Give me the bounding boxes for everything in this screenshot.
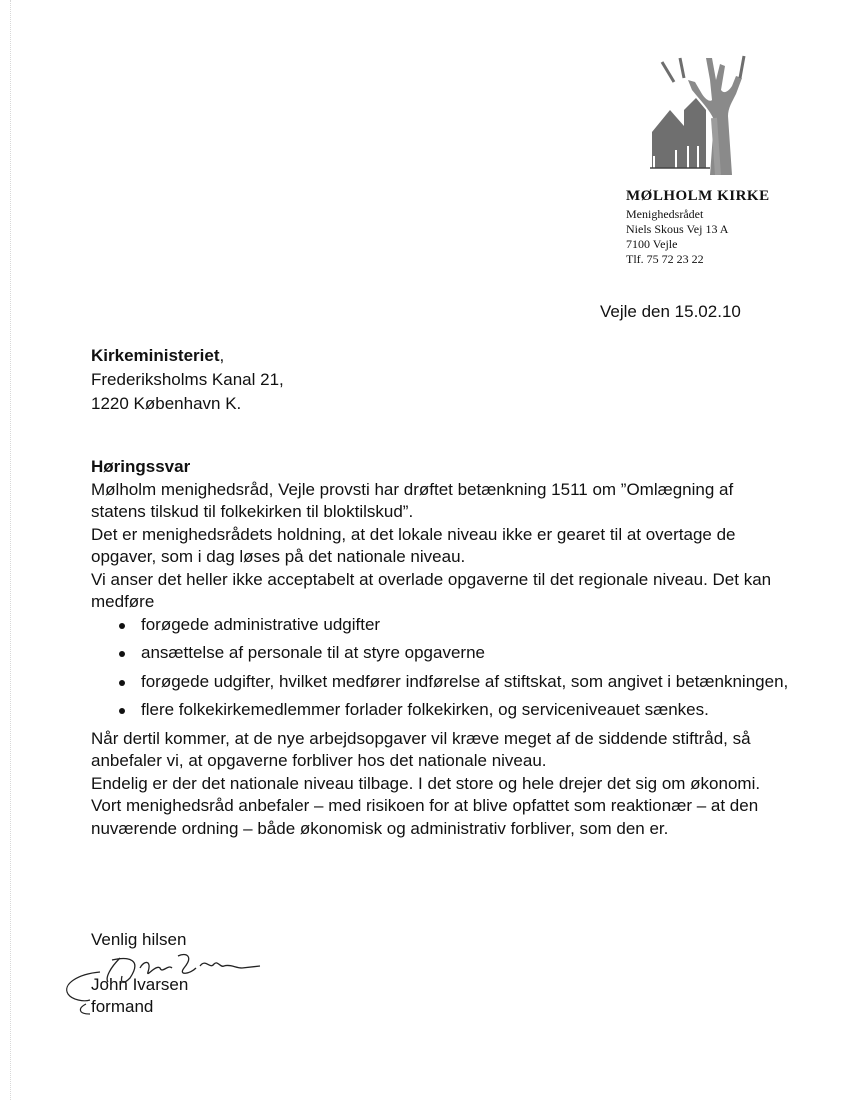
letterhead bbox=[626, 188, 770, 267]
list-item-text: flere folkekirkemedlemmer forlader folkekirken, og serviceniveauet sænkes. bbox=[141, 700, 709, 719]
list-item bbox=[113, 614, 791, 637]
handwritten-signature-icon bbox=[60, 938, 270, 1018]
letterhead-line: Niels Skous Vej 13 A bbox=[626, 222, 729, 236]
recipient-name: Kirkeministeriet bbox=[91, 346, 220, 365]
list-item-text: ansættelse af personale til at styre opgaverne bbox=[141, 643, 485, 662]
letterhead-line: Menighedsrådet bbox=[626, 207, 704, 221]
body-paragraph: Mølholm menighedsråd, Vejle provsti har drøftet betænkning 1511 om ”Omlægning af statens tilskud til folkekirken til bloktilskud”. bbox=[91, 479, 734, 521]
bullet-icon bbox=[119, 680, 125, 686]
closing-greeting: Venlig hilsen bbox=[91, 930, 187, 949]
list-item bbox=[113, 699, 791, 722]
list-item bbox=[113, 671, 791, 694]
signer-name: John Ivarsen bbox=[91, 974, 189, 994]
signer-title: formand bbox=[91, 997, 154, 1016]
letterhead-line: 7100 Vejle bbox=[626, 237, 678, 251]
body-paragraph: Det er menighedsrådets holdning, at det lokale niveau ikke er gearet til at overtage de opgaver, som i dag løses på det nationale niveau. bbox=[91, 524, 736, 566]
recipient-address bbox=[91, 344, 284, 416]
list-item bbox=[113, 642, 791, 665]
bullet-icon bbox=[119, 651, 125, 657]
recipient-address-line: Frederiksholms Kanal 21, bbox=[91, 370, 284, 389]
list-item-text: forøgede udgifter, hvilket medfører indførelse af stiftskat, som angivet i betænkningen, bbox=[141, 671, 789, 691]
body-paragraph: Når dertil kommer, at de nye arbejdsopgaver vil kræve meget af de siddende stiftråd, så anbefaler vi, at opgaverne forbliver hos det nationale niveau. bbox=[91, 728, 751, 770]
scan-edge-line bbox=[10, 0, 12, 1100]
recipient-address-line: 1220 København K. bbox=[91, 394, 242, 413]
recipient-name-line bbox=[91, 344, 284, 368]
body-paragraph: Vi anser det heller ikke acceptabelt at overlade opgaverne til det regionale niveau. Det kan medføre bbox=[91, 569, 772, 611]
letter-body bbox=[91, 456, 791, 840]
bullet-icon bbox=[119, 623, 125, 629]
recipient-name-comma: , bbox=[219, 346, 225, 365]
church-tree-logo-icon bbox=[640, 50, 770, 175]
consequence-list bbox=[91, 614, 791, 722]
body-paragraph: Endelig er der det nationale niveau tilbage. I det store og hele drejer det sig om økonomi. Vort menighedsråd anbefaler – med risikoen for at blive opfattet som reaktionær – at den nuværende ordning – både økonomisk og administrativ forbliver, som den er. bbox=[91, 773, 761, 838]
letterhead-line: Tlf. 75 72 23 22 bbox=[626, 252, 704, 266]
letter-date: Vejle den 15.02.10 bbox=[600, 302, 741, 321]
bullet-icon bbox=[119, 708, 125, 714]
list-item-text: forøgede administrative udgifter bbox=[141, 614, 381, 634]
church-name: MØLHOLM KIRKE bbox=[626, 188, 770, 204]
letter-subject: Høringssvar bbox=[91, 457, 191, 476]
